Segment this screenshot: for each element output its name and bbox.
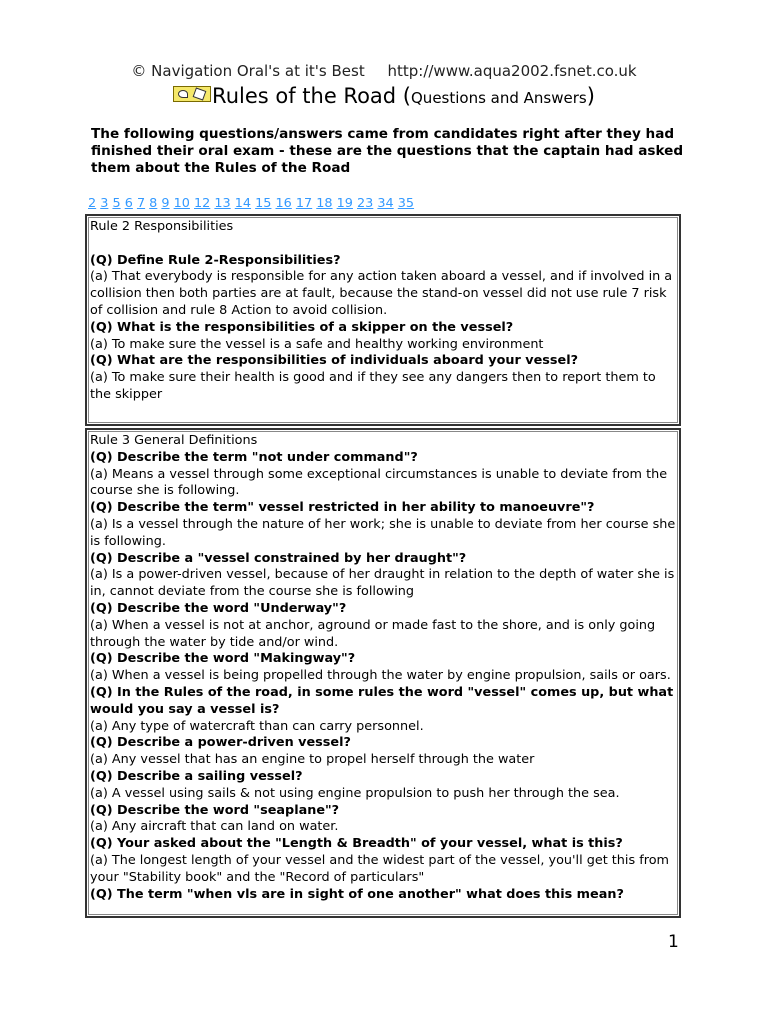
rule-link-6[interactable]: 6	[124, 196, 133, 211]
rule-links	[88, 195, 688, 212]
title-main: Rules of the Road (	[212, 84, 411, 108]
rule-link-35[interactable]: 35	[397, 196, 415, 211]
answer: (a) Any aircraft that can land on water.	[90, 819, 339, 835]
question: (Q) Describe the word "seaplane"?	[90, 802, 340, 818]
header-line	[0, 62, 768, 80]
rule-link-18[interactable]: 18	[316, 196, 333, 211]
question: (Q) Describe a power-driven vessel?	[90, 735, 351, 751]
answer: (a) A vessel using sails & not using engine propulsion to push her through the sea.	[90, 785, 620, 801]
rule-link-8[interactable]: 8	[149, 196, 158, 211]
rule-link-13[interactable]: 13	[214, 196, 231, 211]
copyright-text: © Navigation Oral's at it's Best	[131, 62, 365, 80]
question: (Q) Describe a "vessel constrained by her draught"?	[90, 550, 467, 566]
question: (Q) Your asked about the "Length & Breadth" of your vessel, what is this?	[90, 836, 623, 852]
logo-icon	[173, 86, 211, 102]
page-title	[0, 84, 768, 108]
rule-link-16[interactable]: 16	[275, 196, 292, 211]
question: (Q) Describe a sailing vessel?	[90, 768, 303, 784]
answer: (a) To make sure their health is good and if they see any dangers then to report them to the skipper	[90, 370, 656, 402]
section-rule-2	[85, 214, 681, 426]
title-sub: Questions and Answers	[411, 89, 587, 107]
section-title: Rule 2 Responsibilities	[90, 219, 234, 234]
section-title: Rule 3 General Definitions	[90, 433, 258, 448]
question: (Q) Describe the word "Makingway"?	[90, 651, 356, 667]
answer: (a) Any type of watercraft than can carry personnel.	[90, 718, 424, 734]
answer: (a) Means a vessel through some exceptional circumstances is unable to deviate from the course she is following.	[90, 466, 668, 499]
rule-link-3[interactable]: 3	[100, 196, 109, 211]
question: (Q) Describe the word "Underway"?	[90, 600, 347, 616]
answer: (a) The longest length of your vessel and the widest part of the vessel, you'll get this from your "Stability book" and the "Record of particulars"	[90, 852, 669, 885]
rule-link-23[interactable]: 23	[357, 196, 374, 211]
answer: (a) When a vessel is not at anchor, aground or made fast to the shore, and is only going through the water by tide and/or wind.	[90, 617, 656, 650]
answer: (a) That everybody is responsible for any action taken aboard a vessel, and if involved in a collision then both parties are at fault, because the stand-on vessel did not use rule 7 risk of collision and rule 8 Action to avoid collision.	[90, 269, 673, 318]
rule-link-5[interactable]: 5	[112, 196, 121, 211]
title-close: )	[586, 84, 595, 108]
rule-link-7[interactable]: 7	[136, 196, 146, 211]
question: (Q) Describe the term "not under command"?	[90, 449, 418, 465]
question: (Q) What is the responsibilities of a skipper on the vessel?	[90, 319, 514, 335]
question: (Q) What are the responsibilities of individuals aboard your vessel?	[90, 353, 579, 369]
site-url: http://www.aqua2002.fsnet.co.uk	[387, 62, 637, 80]
rule-link-34[interactable]: 34	[377, 196, 394, 211]
rule-link-14[interactable]: 14	[234, 196, 252, 211]
answer: (a) Any vessel that has an engine to propel herself through the water	[90, 752, 535, 768]
rule-link-2[interactable]: 2	[88, 196, 97, 211]
question: (Q) In the Rules of the road, in some rules the word "vessel" comes up, but what would you say a vessel is?	[90, 684, 674, 717]
rule-link-17[interactable]: 17	[295, 196, 313, 211]
page-number: 1	[668, 932, 679, 952]
intro-text: The following questions/answers came from candidates right after they had finished their oral exam - these are the questions that the captain had asked them about the Rules of the Road	[91, 126, 684, 176]
question: (Q) Describe the term" vessel restricted in her ability to manoeuvre"?	[90, 500, 595, 516]
section-rule-3	[85, 428, 681, 918]
rule-link-15[interactable]: 15	[255, 196, 272, 211]
question: (Q) The term "when vls are in sight of one another" what does this mean?	[90, 886, 624, 902]
rule-link-19[interactable]: 19	[336, 196, 353, 211]
answer: (a) To make sure the vessel is a safe and healthy working environment	[90, 336, 544, 352]
rule-link-10[interactable]: 10	[173, 196, 190, 211]
question: (Q) Define Rule 2-Responsibilities?	[90, 252, 341, 268]
answer: (a) Is a power-driven vessel, because of her draught in relation to the depth of water she is in, cannot deviate from the course she is following	[90, 567, 675, 600]
answer: (a) Is a vessel through the nature of her work; she is unable to deviate from her course she is following.	[90, 516, 676, 549]
rule-link-12[interactable]: 12	[194, 196, 211, 211]
rule-link-9[interactable]: 9	[161, 196, 170, 211]
answer: (a) When a vessel is being propelled through the water by engine propulsion, sails or oars.	[90, 668, 671, 684]
